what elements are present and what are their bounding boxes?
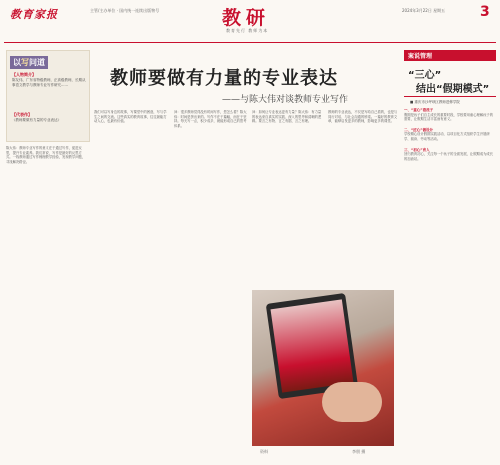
sidebar-divider: [404, 96, 496, 97]
page-number: 3: [480, 4, 490, 20]
header-divider: [4, 42, 496, 43]
column-text: 我们可以写身边的故事，写课堂中的困惑，写与学生之间的交流。这些真实的教育故事，往往最能打动人心，也最有价值。: [94, 110, 167, 124]
issue-date: 2024年3月22日 星期五: [402, 8, 446, 13]
article-column-3: [174, 110, 248, 456]
works-label: 【代表作】: [12, 112, 32, 117]
sidebar-source: ■ 重庆市沙坪坝区教师进修学院: [410, 100, 460, 104]
article-column-5: [328, 110, 398, 286]
article-title: 教师要做有力量的专业表达: [110, 68, 338, 89]
masthead: 教育家报: [10, 8, 58, 21]
sidebar-subheading: 二、“匠心”做设计: [404, 127, 434, 132]
intro-label: 【人物简介】: [12, 72, 36, 77]
column-text: 问：如何让专业表达更有力量？陈大伟：有力量的表达来自真实的实践、深入的思考和清晰的逻辑。要言之有物、言之有据、言之有理。: [252, 110, 322, 124]
section-title: 教研: [222, 7, 271, 29]
intro-text: 陈友伟，广东省特级教师，正高级教师，长期从事语文教学与教师专业写作研究……: [12, 78, 86, 87]
sidebar-body: [404, 108, 496, 458]
photo-caption: 资料: [260, 449, 268, 454]
sidebar-paragraph: 回归教育初心，关注每一个孩子的全面发展，让假期成为成长的加油站。: [404, 152, 494, 161]
article-column-4: [252, 110, 324, 286]
works-text: 《教师要做有力量的专业表达》: [12, 118, 61, 122]
sidebar-subheading: 一、“童心”看孩子: [404, 108, 434, 112]
sidebar-paragraph: 学校精心设计假期实践活动，以项目化方式组织学生开展研学、阅读、劳动等活动。: [404, 132, 490, 141]
column-logo: 以写问道: [10, 56, 48, 69]
header-info: 主管/主办单位 · 国内统一连续出版物号: [90, 8, 160, 13]
article-column-1: [6, 146, 88, 456]
sidebar-title-line1: “三心”: [408, 70, 442, 81]
column-text: 教师的专业表达，不仅是写给自己看的，也是与同行对话、与社会沟通的桥梁。一篇好的教育文章，能够启发更多的教师，影响更多的课堂。: [328, 110, 398, 124]
article-subtitle: ——与陈大伟对谈教师专业写作: [222, 95, 349, 105]
section-subtitle: 教育先行 教师为本: [226, 28, 269, 33]
article-column-2: [94, 110, 168, 456]
sidebar-paragraph: 假期是孩子们自主成长的重要时段，学校要用童心理解孩子的需要，让假期生活丰富而有意义。: [404, 112, 494, 122]
sidebar-tag: 案说管理: [408, 53, 433, 60]
column-text: 陈大伟：教师专业写作的意义在于通过写作，促进反思，提升专业素养。我们常说，写作是最好的反思方式。一线教师通过写作梳理教学经验，发现教学问题，寻找解决路径。: [6, 146, 86, 164]
sidebar-subheading: 三、“初心”育人: [404, 147, 430, 152]
hand-shape: [322, 382, 382, 422]
sidebar-title-line2: 结出“假期模式”: [416, 84, 490, 95]
article-photo: [252, 290, 394, 446]
photo-credit: 李朋 摄: [352, 449, 366, 454]
column-text: 问：很多教师觉得没有时间写作，您怎么看？陈大伟：时间是挤出来的。写作不在于篇幅，而在于坚持。每天写一点，积少成多，就能形成自己的思考体系。: [174, 110, 247, 128]
